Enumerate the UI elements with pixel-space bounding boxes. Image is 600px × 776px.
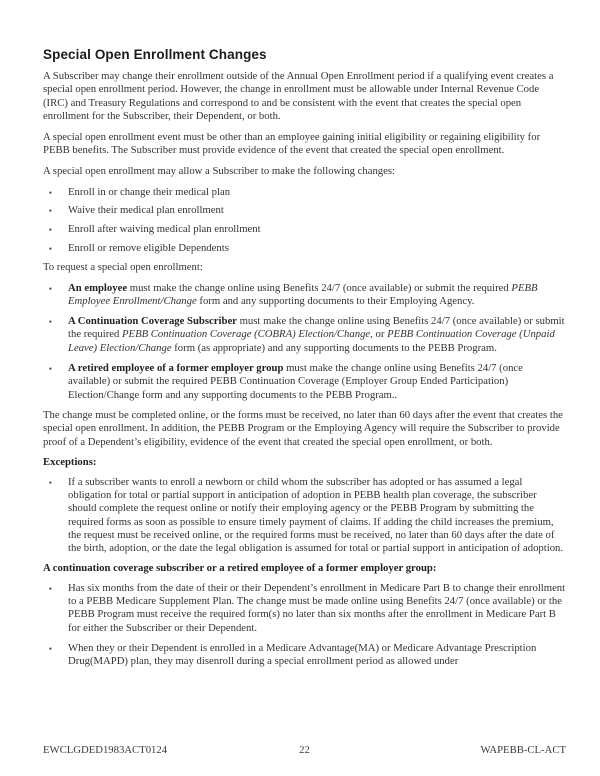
page-title: Special Open Enrollment Changes [43,47,267,62]
list-item-text: If a subscriber wants to enroll a newborn or child whom the subscriber has adopted or has assumed a legal obligation for total or partial support in anticipation of adoption in PEBB health plan coverage, the subscriber should complete the request online or notify their employing agency or the PEBB Program by submitting the required forms as soon as possible to ensure timely payment of claims. If adding the child increases the premium, the request must be received online, or the required forms must be received, no later than 60 days after the date of the birth, adoption, or the date the legal obligation is assumed for total or partial support in anticipation of adoption. [68,475,564,555]
deadline-paragraph: The change must be completed online, or the forms must be received, no later than 60 days after the event that creates the special open enrollment. In addition, the PEBB Program or the Employing Agency will require the Subscriber to provide proof of a Dependent’s eligibility, evidence of the event that created the special open enrollment, or both. [43,408,563,448]
list-item-text: Enroll after waiving medical plan enrollment [68,223,261,236]
footer-doc-id: WAPEBB-CL-ACT [480,744,566,756]
intro-paragraph-3: A special open enrollment may allow a Subscriber to make the following changes: [43,164,395,177]
list-item [43,362,566,402]
list-item [43,223,566,236]
list-item [43,282,566,309]
bullet-icon: ▪ [49,206,52,216]
footer-doc-code: EWCLGDED1983ACT0124 [43,744,168,756]
list-item-text: Enroll in or change their medical plan [68,185,231,198]
list-item [43,476,566,556]
request-intro: To request a special open enrollment: [43,260,203,273]
intro-paragraph-1: A Subscriber may change their enrollment outside of the Annual Open Enrollment period if a qualifying event creates a special open enrollment period. However, the change in enrollment must be allowable under Internal Revenue Code (IRC) and Treasury Regulations and correspond to and be consistent with the event that creates the special open enrollment for the Subscriber, their Dependent, or both. [43,70,554,122]
continuation-list [43,582,566,669]
bullet-icon: ▪ [49,477,52,487]
list-item [43,204,566,217]
list-item [43,186,566,199]
list-item-text: When they or their Dependent is enrolled in a Medicare Advantage(MA) or Medicare Advantage Prescription Drug(MAPD) plan, they may disenroll during a special enrollment period as allowed under [68,641,537,668]
page-footer [43,744,566,757]
change-options-list [43,186,566,256]
bullet-icon: ▪ [49,317,52,327]
list-item-text: An employee must make the change online using Benefits 24/7 (once available) or submit the required PEBB Employee Enrollment/Change form and any supporting documents to their Employing Agency. [68,281,538,307]
list-item-text: Enroll or remove eligible Dependents [68,241,229,254]
list-item [43,242,566,255]
exceptions-heading: Exceptions: [43,456,97,469]
bullet-icon: ▪ [49,283,52,293]
list-item-text: Waive their medical plan enrollment [68,204,224,217]
bullet-icon: ▪ [49,187,52,197]
continuation-heading: A continuation coverage subscriber or a retired employee of a former employer group: [43,562,437,575]
intro-paragraph-2: A special open enrollment event must be other than an employee gaining initial eligibility or regaining eligibility for PEBB benefits. The Subscriber must provide evidence of the event that created the special open enrollment. [43,130,541,156]
request-steps-list [43,282,566,402]
list-item [43,642,566,669]
bullet-icon: ▪ [49,583,52,593]
list-item-text: A retired employee of a former employer group must make the change online using Benefits 24/7 (once available) or submit the required PEBB Continuation Coverage (Employer Group Ended Participation) Election/Change form and any supporting documents to the PEBB Program.. [68,362,523,401]
list-item-text: Has six months from the date of their or their Dependent’s enrollment in Medicare Part B to change their enrollment to a PEBB Medicare Supplement Plan. The change must be made online using Benefits 24/7 (once available) or the PEBB Program must receive the required form(s) no later than six months after the enrollment in Medicare Part B for either the Subscriber or their Dependent. [68,581,566,634]
list-item-text: A Continuation Coverage Subscriber must make the change online using Benefits 24/7 (once available) or submit the required PEBB Continuation Coverage (COBRA) Election/Change, or PEBB Continuation Coverage (Unpaid Leave) Election/Change form (as appropriate) and any supporting documents to the PEBB Program. [68,315,565,354]
bullet-icon: ▪ [49,364,52,374]
bullet-icon: ▪ [49,243,52,253]
list-item [43,582,566,635]
list-item [43,315,566,355]
footer-page-number: 22 [299,744,310,756]
bullet-icon: ▪ [49,643,52,653]
exceptions-list [43,476,566,556]
bullet-icon: ▪ [49,225,52,235]
